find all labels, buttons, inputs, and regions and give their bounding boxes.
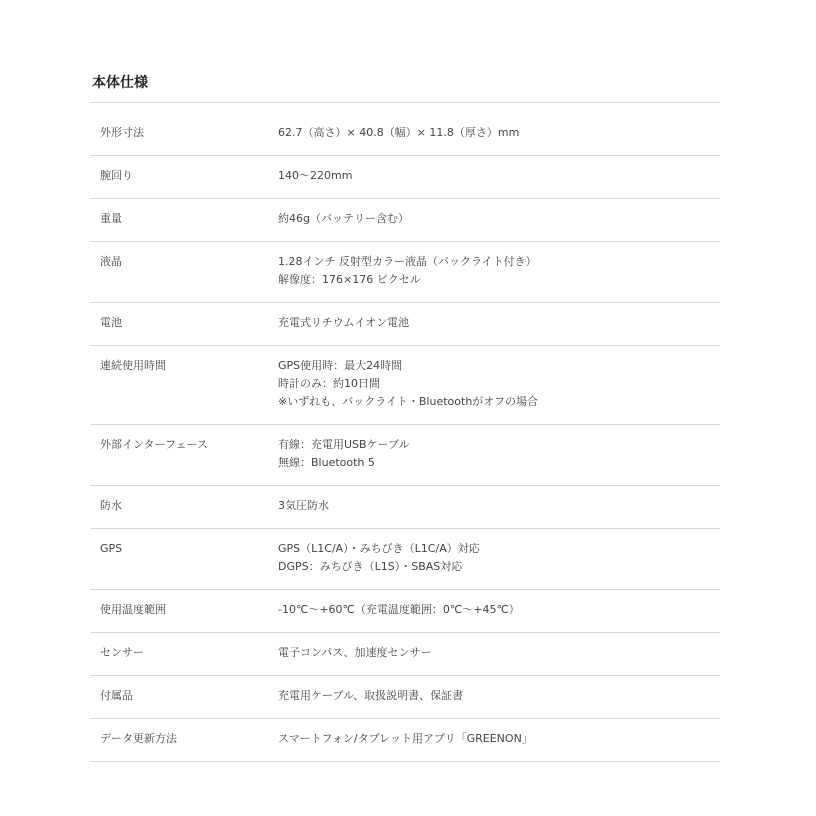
spec-value-line: 無線：Bluetooth 5 (278, 456, 375, 469)
spec-label: GPS (100, 542, 123, 555)
spec-label: 連続使用時間 (100, 359, 166, 372)
spec-row (90, 113, 720, 156)
spec-section (90, 72, 720, 762)
spec-row (90, 199, 720, 242)
spec-value (278, 633, 720, 676)
spec-row (90, 676, 720, 719)
spec-label: 外形寸法 (100, 126, 144, 139)
spec-value (278, 486, 720, 529)
spec-value-line: 充電式リチウムイオン電池 (278, 316, 410, 329)
spec-value-line: スマートフォン/タブレット用アプリ「GREENON」 (278, 732, 533, 745)
spec-row (90, 719, 720, 762)
spec-label: 防水 (100, 499, 122, 512)
spec-row (90, 633, 720, 676)
spec-value (278, 113, 720, 156)
spec-label: 外部インターフェース (100, 438, 208, 451)
spec-label: センサー (100, 646, 144, 659)
spec-value-line: 3気圧防水 (278, 499, 329, 512)
spec-value (278, 529, 720, 590)
spec-value (278, 156, 720, 199)
spec-value-line: -10℃〜+60℃（充電温度範囲：0℃〜+45℃） (278, 603, 520, 616)
spec-table (90, 113, 720, 762)
spec-value (278, 242, 720, 303)
spec-row (90, 303, 720, 346)
spec-value (278, 425, 720, 486)
spec-label: データ更新方法 (100, 732, 177, 745)
spec-row (90, 156, 720, 199)
spec-row (90, 242, 720, 303)
spec-label: 重量 (100, 212, 122, 225)
spec-value-line: 電子コンパス、加速度センサー (278, 646, 432, 659)
spec-value-line: ※いずれも、バックライト・Bluetoothがオフの場合 (278, 395, 538, 408)
spec-value-line: DGPS：みちびき（L1S）・SBAS対応 (278, 560, 463, 573)
spec-value-line: 時計のみ：約10日間 (278, 377, 380, 390)
spec-value-line: GPS（L1C/A）・みちびき（L1C/A）対応 (278, 542, 480, 555)
spec-value-line: 約46g（バッテリー含む） (278, 212, 409, 225)
spec-label: 使用温度範囲 (100, 603, 166, 616)
spec-row (90, 590, 720, 633)
spec-value-line: 充電用ケーブル、取扱説明書、保証書 (278, 689, 464, 702)
spec-value-line: GPS使用時：最大24時間 (278, 359, 403, 372)
spec-value (278, 199, 720, 242)
spec-value-line: 有線：充電用USBケーブル (278, 438, 410, 451)
spec-value (278, 590, 720, 633)
spec-label: 電池 (100, 316, 122, 329)
spec-row (90, 346, 720, 425)
spec-value-line: 解像度：176×176 ピクセル (278, 273, 421, 286)
spec-value-line: 62.7（高さ）× 40.8（幅）× 11.8（厚さ）mm (278, 126, 520, 139)
spec-row (90, 529, 720, 590)
spec-label: 腕回り (100, 169, 133, 182)
page-title: 本体仕様 (90, 72, 720, 103)
spec-label: 付属品 (100, 689, 133, 702)
spec-value (278, 676, 720, 719)
spec-value (278, 346, 720, 425)
spec-label: 液晶 (100, 255, 122, 268)
spec-value (278, 303, 720, 346)
spec-value-line: 1.28インチ 反射型カラー液晶（バックライト付き） (278, 255, 537, 268)
spec-row (90, 486, 720, 529)
spec-row (90, 425, 720, 486)
spec-value-line: 140〜220mm (278, 169, 353, 182)
spec-value (278, 719, 720, 762)
spec-table-body (90, 113, 720, 762)
